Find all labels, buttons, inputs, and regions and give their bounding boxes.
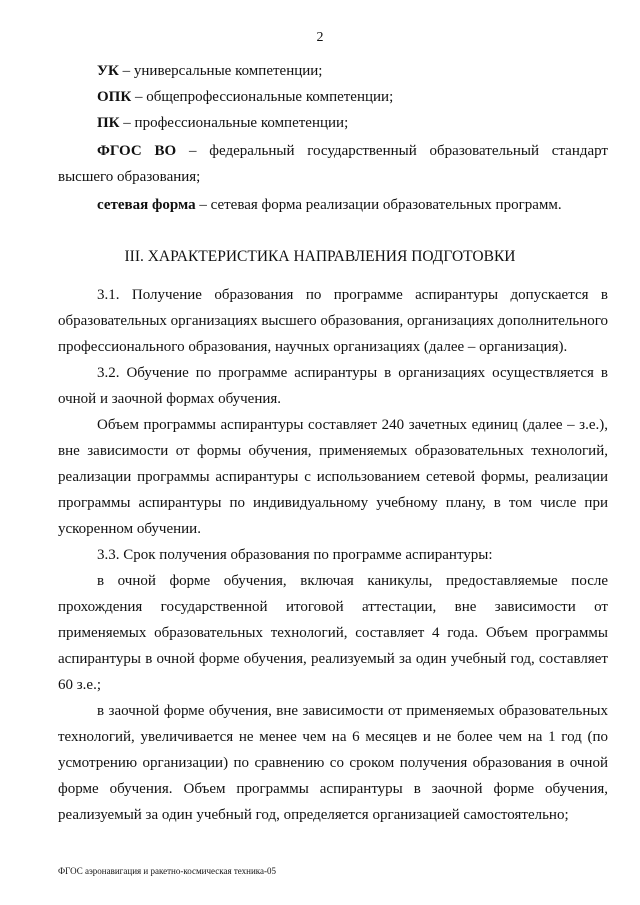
paragraph-3-2: 3.2. Обучение по программе аспирантуры в организациях осуществляется в очной и заочной формах обучения. [58, 365, 608, 407]
definition-text: – общепрофессиональные компетенции; [131, 89, 394, 105]
definition-fgos-vo [58, 138, 608, 190]
definition-term: сетевая форма [97, 197, 196, 213]
section-heading: III. ХАРАКТЕРИСТИКА НАПРАВЛЕНИЯ ПОДГОТОВКИ [124, 248, 516, 265]
definition-network-form [97, 192, 608, 218]
footer-note: ФГОС аэронавигация и ракетно-космическая техника-05 [58, 866, 277, 876]
body-text [58, 282, 608, 828]
definition-text: – профессиональные компетенции; [119, 115, 349, 131]
definition-term: ФГОС ВО [97, 143, 177, 159]
paragraph-volume: Объем программы аспирантуры составляет 240 зачетных единиц (далее – з.е.), вне зависимости от формы обучения, применяемых образовательных технологий, реализации программы аспирантуры с использованием сетевой формы, реализации программы аспирантуры по индивидуальному учебному плану, в том числе при ускоренном обучении. [58, 417, 608, 537]
definition-text: – сетевая форма реализации образовательных программ. [195, 197, 562, 213]
paragraph-3-3: 3.3. Срок получения образования по программе аспирантуры: [97, 547, 493, 563]
definition-opk [97, 84, 608, 110]
paragraph-full-time: в очной форме обучения, включая каникулы, предоставляемые после прохождения государственной итоговой аттестации, вне зависимости от применяемых образовательных технологий, составляет 4 года. Объем программы аспирантуры в очной форме обучения, реализуемый за один учебный год, составляет 60 з.е.; [58, 573, 608, 693]
definition-text: – федеральный государственный образовательный стандарт высшего образования; [58, 143, 608, 185]
definition-term: ОПК [97, 89, 132, 105]
definition-pk [97, 110, 608, 136]
definition-uk [97, 58, 608, 84]
definition-text: – универсальные компетенции; [118, 63, 323, 79]
paragraph-3-1: 3.1. Получение образования по программе аспирантуры допускается в образовательных организациях высшего образования, организациях дополнительного профессионального образования, научных организациях (далее – организация). [58, 287, 609, 355]
definition-term: ПК [97, 115, 120, 131]
paragraph-part-time: в заочной форме обучения, вне зависимости от применяемых образовательных технологий, увеличивается не менее чем на 6 месяцев и не более чем на 1 год (по усмотрению организации) по сравнению со сроком получения образования в очной форме обучения. Объем программы аспирантуры в заочной форме обучения, реализуемый за один учебный год, определяется организацией самостоятельно; [58, 703, 608, 823]
page-number: 2 [316, 30, 324, 45]
definition-term: УК [97, 63, 119, 79]
